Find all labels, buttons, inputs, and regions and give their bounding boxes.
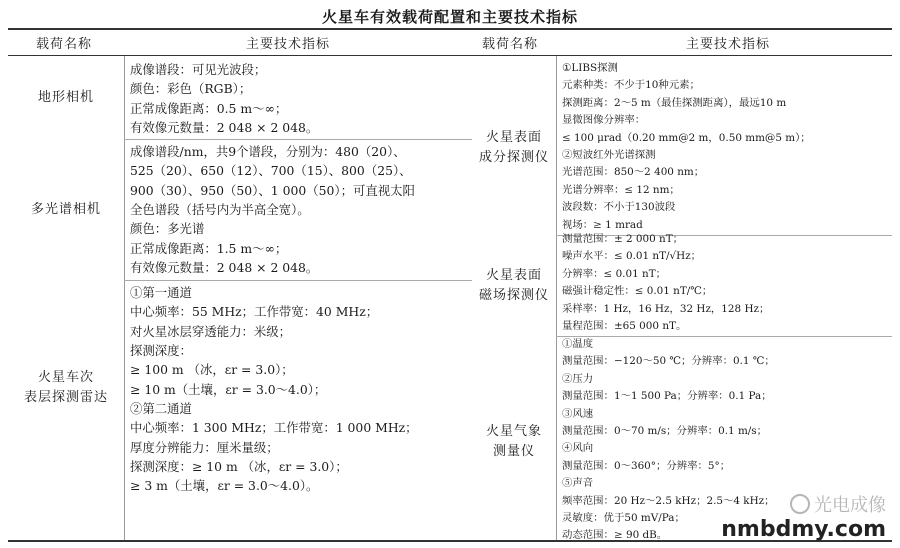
spec-line: 采样率：1 Hz，16 Hz，32 Hz，128 Hz； [562,302,770,315]
spec-line: 正常成像距离：0.5 m～∞； [130,100,288,116]
spec-line: 光谱分辨率：≤ 12 nm； [562,183,680,196]
watermark [721,491,886,542]
row-divider [124,139,472,140]
spec-line: 有效像元数量：2 048 × 2 048。 [130,120,319,136]
header-payload-right: 载荷名称 [482,37,539,52]
payload-name-terrain-camera [8,88,124,108]
payload-name-line: 测量仪 [492,444,535,459]
spec-line: 测量范围：−120～50 ℃；分辨率：0.1 ℃； [562,355,775,368]
spec-line: 量程范围：±65 000 nT。 [562,320,687,333]
spec-line: 探测深度：≥ 10 m （冰，εr = 3.0）； [130,459,348,475]
spec-cell-magnetometer [562,231,769,335]
payload-name-line: 火星车次 [37,370,94,385]
spec-line: 测量范围：1～1 500 Pa；分辨率：0.1 Pa； [562,390,772,403]
spec-line: 厚度分辨能力：厘米量级； [130,439,279,455]
payload-name-multispectral-camera [8,200,124,220]
spec-line: 正常成像距离：1.5 m～∞； [130,240,288,256]
spec-cell-multispectral-camera [130,142,415,277]
top-rule [8,28,892,30]
table-title: 火星车有效载荷配置和主要技术指标 [321,8,578,26]
payload-name-line: 火星气象 [485,424,542,439]
spec-line: 动态范围：≥ 90 dB。 [562,529,668,542]
spec-line: 探测深度： [130,343,192,359]
header-rule [8,55,892,56]
watermark-brand [721,491,886,517]
spec-line: 中心频率：1 300 MHz；工作带宽：1 000 MHz； [130,420,418,436]
spec-cell-subsurface-radar [130,283,418,496]
spec-line: ④风向 [562,442,594,455]
payload-name-line: 火星表面 [485,268,542,283]
spec-line: 噪声水平：≤ 0.01 nT/√Hz； [562,250,702,263]
spec-cell-composition-detector [562,60,811,234]
column-divider [124,56,125,540]
spec-line: 测量范围：0～360°；分辨率：5°； [562,459,731,472]
watermark-site: nmbdmy.com [721,517,886,542]
spec-line: ②第二通道 [130,401,192,417]
spec-line: 视场：≥ 1 mrad [562,218,643,231]
spec-line: 有效像元数量：2 048 × 2 048。 [130,260,319,276]
spec-line: 磁强计稳定性：≤ 0.01 nT/℃； [562,285,713,298]
spec-line: 成像谱段：可见光波段； [130,62,267,77]
spec-line: 元素种类：不少于10种元素； [562,79,700,92]
spec-line: ③风速 [562,407,594,420]
spec-line: ⑤声音 [562,477,594,490]
header-payload-left: 载荷名称 [36,37,93,52]
spec-line: ≤ 100 μrad（0.20 mm@2 m，0.50 mm@5 m）； [562,131,811,144]
spec-line: 颜色：多光谱 [130,221,205,237]
payload-name-subsurface-radar [8,368,124,408]
spec-line: 全色谱段（括号内为半高全宽）。 [130,202,310,218]
spec-line: 成像谱段/nm，共9个谱段，分别为：480（20）、 [130,144,406,159]
payload-name-line: 多光谱相机 [30,202,101,217]
spec-line: ≥ 10 m（土壤，εr = 3.0～4.0）； [130,381,327,397]
payload-name-line: 表层探测雷达 [23,390,108,405]
payload-name-line: 磁场探测仪 [478,288,549,303]
header-spec-left: 主要技术指标 [246,37,331,52]
payload-name-magnetometer [472,266,556,306]
spec-line: ①LIBS探测 [562,62,618,74]
spec-line: ②压力 [562,372,594,385]
spec-line: 对火星冰层穿透能力：米级； [130,323,292,339]
row-divider [124,280,472,281]
spec-line: 中心频率：55 MHz；工作带宽：40 MHz； [130,304,379,320]
spec-line: 900（30）、950（50）、1 000（50）；可直视太阳 [130,182,415,198]
spec-line: 测量范围：± 2 000 nT； [562,233,684,245]
payload-name-line: 火星表面 [485,130,542,145]
spec-line: 灵敏度：优于50 mV/Pa； [562,512,685,525]
spec-line: 525（20）、650（12）、700（15）、800（25）、 [130,163,412,179]
spec-line: 测量范围：0～70 m/s；分辨率：0.1 m/s； [562,425,768,438]
spec-line: ①第一通道 [130,285,192,300]
spec-line: 探测距离：2～5 m（最佳探测距离），最远10 m [562,96,787,109]
spec-line: 频率范围：20 Hz～2.5 kHz；2.5～4 kHz； [562,494,775,507]
spec-line: 显微图像分辨率： [562,114,646,127]
spec-line: ①温度 [562,338,594,350]
spec-line: 波段数：不小于130波段 [562,201,676,214]
spec-line: 光谱范围：850～2 400 nm； [562,166,705,179]
spec-line: ②短波红外光谱探测 [562,149,656,162]
payload-name-line: 地形相机 [37,90,94,105]
wechat-logo-icon [790,494,810,514]
spec-cell-terrain-camera [130,60,318,137]
column-divider [556,56,557,540]
header-spec-right: 主要技术指标 [686,37,771,52]
payload-name-composition-detector [472,128,556,168]
watermark-brand-text: 光电成像 [814,495,886,516]
spec-line: ≥ 3 m（土壤，εr = 3.0～4.0）。 [130,478,319,494]
spec-line: 颜色：彩色（RGB）； [130,81,252,97]
spec-line: ≥ 100 m （冰，εr = 3.0）； [130,362,294,378]
payload-name-line: 成分探测仪 [478,150,549,165]
spec-line: 分辨率：≤ 0.01 nT； [562,267,667,280]
payload-name-meteorology-station [472,422,556,462]
